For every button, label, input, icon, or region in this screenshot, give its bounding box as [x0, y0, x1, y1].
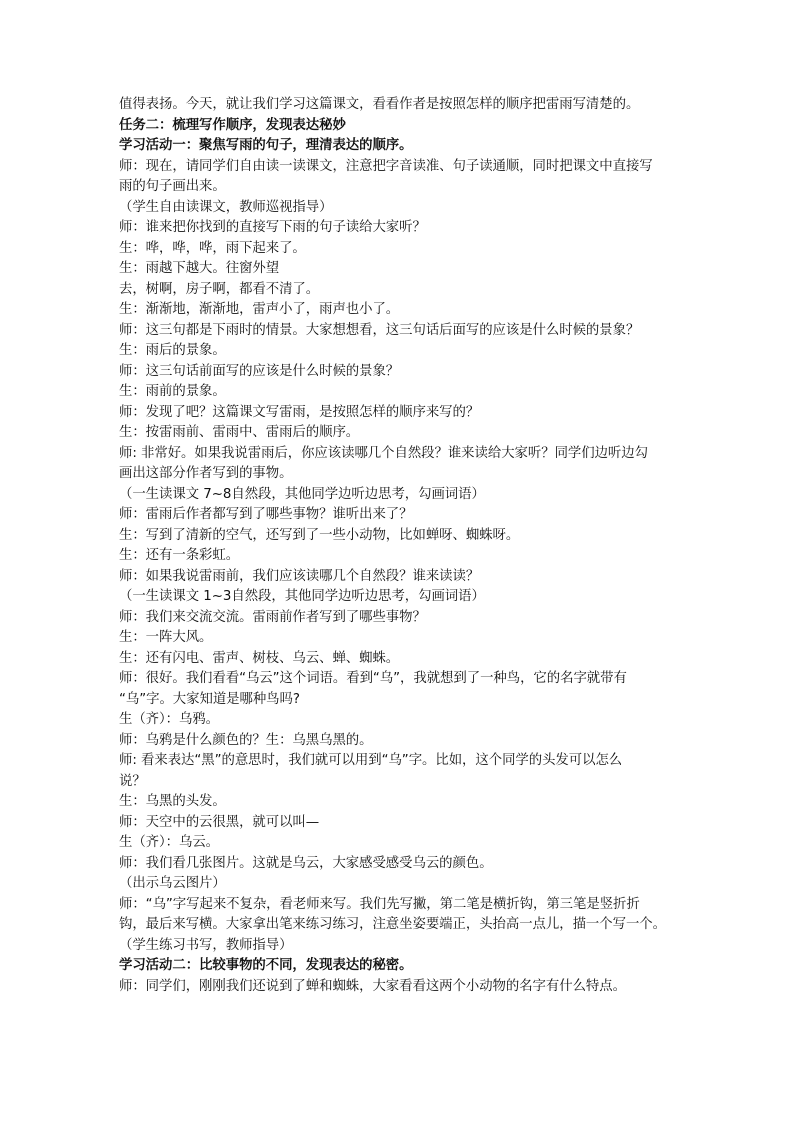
- text-line: 师：现在，请同学们自由读一读课文，注意把字音读准、句子读通顺，同时把课文中直接写: [119, 158, 653, 174]
- text-line: 钩，最后来写横。大家拿出笔来练习练习，注意坐姿要端正，头抬高一点儿，描一个写一个。: [119, 917, 666, 932]
- text-line: 师: 看来表达“黑”的意思时，我们就可以用到“乌”字。比如，这个同学的头发可以怎么: [119, 753, 623, 768]
- text-line: 师：发现了吧？这篇课文写雷雨，是按照怎样的顺序来写的？: [119, 404, 480, 420]
- text-line: 师：这三句都是下雨时的情景。大家想想看，这三句话后面写的应该是什么时候的景象？: [119, 322, 640, 338]
- text-line: 生：渐渐地，渐渐地，雷声小了，雨声也小了。: [119, 302, 400, 317]
- text-line: “乌”字。大家知道是哪种鸟吗?: [119, 691, 300, 707]
- text-line: 值得表扬。今天，就让我们学习这篇课文，看看作者是按照怎样的顺序把雷雨写清楚的。: [119, 97, 640, 112]
- text-line: 雨的句子画出来。: [119, 179, 226, 194]
- text-line: 生（齐）：乌云。: [119, 835, 220, 850]
- text-line: 生：乌黑的头发。: [119, 794, 226, 809]
- text-line: 师：我们看几张图片。这就是乌云，大家感受感受乌云的颜色。: [119, 855, 493, 871]
- text-line: 说？: [119, 773, 146, 789]
- text-line: 师：这三句话前面写的应该是什么时候的景象？: [119, 363, 400, 379]
- text-line: 师: 非常好。如果我说雷雨后，你应该读哪几个自然段？谁来读给大家听？同学们边听边勾: [119, 445, 648, 461]
- text-line: 画出这部分作者写到的事物。: [119, 466, 293, 481]
- text-line: 生：还有一条彩虹。: [119, 548, 240, 563]
- text-line: 师：雷雨后作者都写到了哪些事物？谁听出来了？: [119, 507, 413, 522]
- text-line: （学生练习书写，教师指导）: [119, 937, 293, 953]
- text-line: 生：哗，哗，哗，雨下起来了。: [119, 240, 306, 256]
- text-line: 师：谁来把你找到的直接写下雨的句子读给大家听？: [119, 220, 426, 235]
- section-heading: 任务二：梳理写作顺序，发现表达秘妙: [119, 117, 346, 133]
- text-line: （一生读课文 7~8自然段，其他同学边听边思考，勾画词语）: [119, 486, 485, 502]
- text-line: 生（齐）：乌鸦。: [119, 712, 220, 727]
- text-line: 生：雨后的景象。: [119, 343, 226, 358]
- document-body: [119, 95, 679, 997]
- text-line: 生：一阵大风。: [119, 630, 213, 645]
- text-line: 生：按雷雨前、雷雨中、雷雨后的顺序。: [119, 425, 360, 440]
- text-line: 去，树啊，房子啊，都看不清了。: [119, 281, 320, 297]
- text-line: 师：“乌”字写起来不复杂，看老师来写。我们先写撇，第二笔是横折钩，第三笔是竖折折: [119, 896, 640, 912]
- text-line: 师：同学们，刚刚我们还说到了蝉和蜘蛛，大家看看这两个小动物的名字有什么特点。: [119, 978, 626, 994]
- text-line: 生：雨越下越大。往窗外望: [119, 261, 280, 276]
- text-line: 师：乌鸦是什么颜色的？生：乌黑乌黑的。: [119, 732, 373, 748]
- text-line: （出示乌云图片）: [119, 876, 226, 891]
- text-line: （一生读课文 1~3自然段，其他同学边听边思考，勾画词语）: [119, 589, 485, 604]
- text-line: 生：雨前的景象。: [119, 384, 226, 399]
- text-line: 师：如果我说雷雨前，我们应该读哪几个自然段？谁来读读？: [119, 568, 480, 584]
- text-line: 生：还有闪电、雷声、树枝、乌云、蝉、蜘蛛。: [119, 650, 400, 666]
- text-line: 师：天空中的云很黑，就可以叫—: [119, 814, 320, 830]
- text-line: 生：写到了清新的空气，还写到了一些小动物，比如蝉呀、蜘蛛呀。: [119, 527, 520, 543]
- section-heading: 学习活动一：聚焦写雨的句子，理清表达的顺序。: [119, 138, 413, 153]
- text-line: 师：很好。我们看看“乌云”这个词语。看到“乌”，我就想到了一种鸟，它的名字就带有: [119, 671, 627, 686]
- text-line: （学生自由读课文，教师巡视指导）: [119, 199, 333, 215]
- text-line: 师：我们来交流交流。雷雨前作者写到了哪些事物？: [119, 609, 426, 625]
- section-heading: 学习活动二：比较事物的不同，发现表达的秘密。: [119, 958, 413, 973]
